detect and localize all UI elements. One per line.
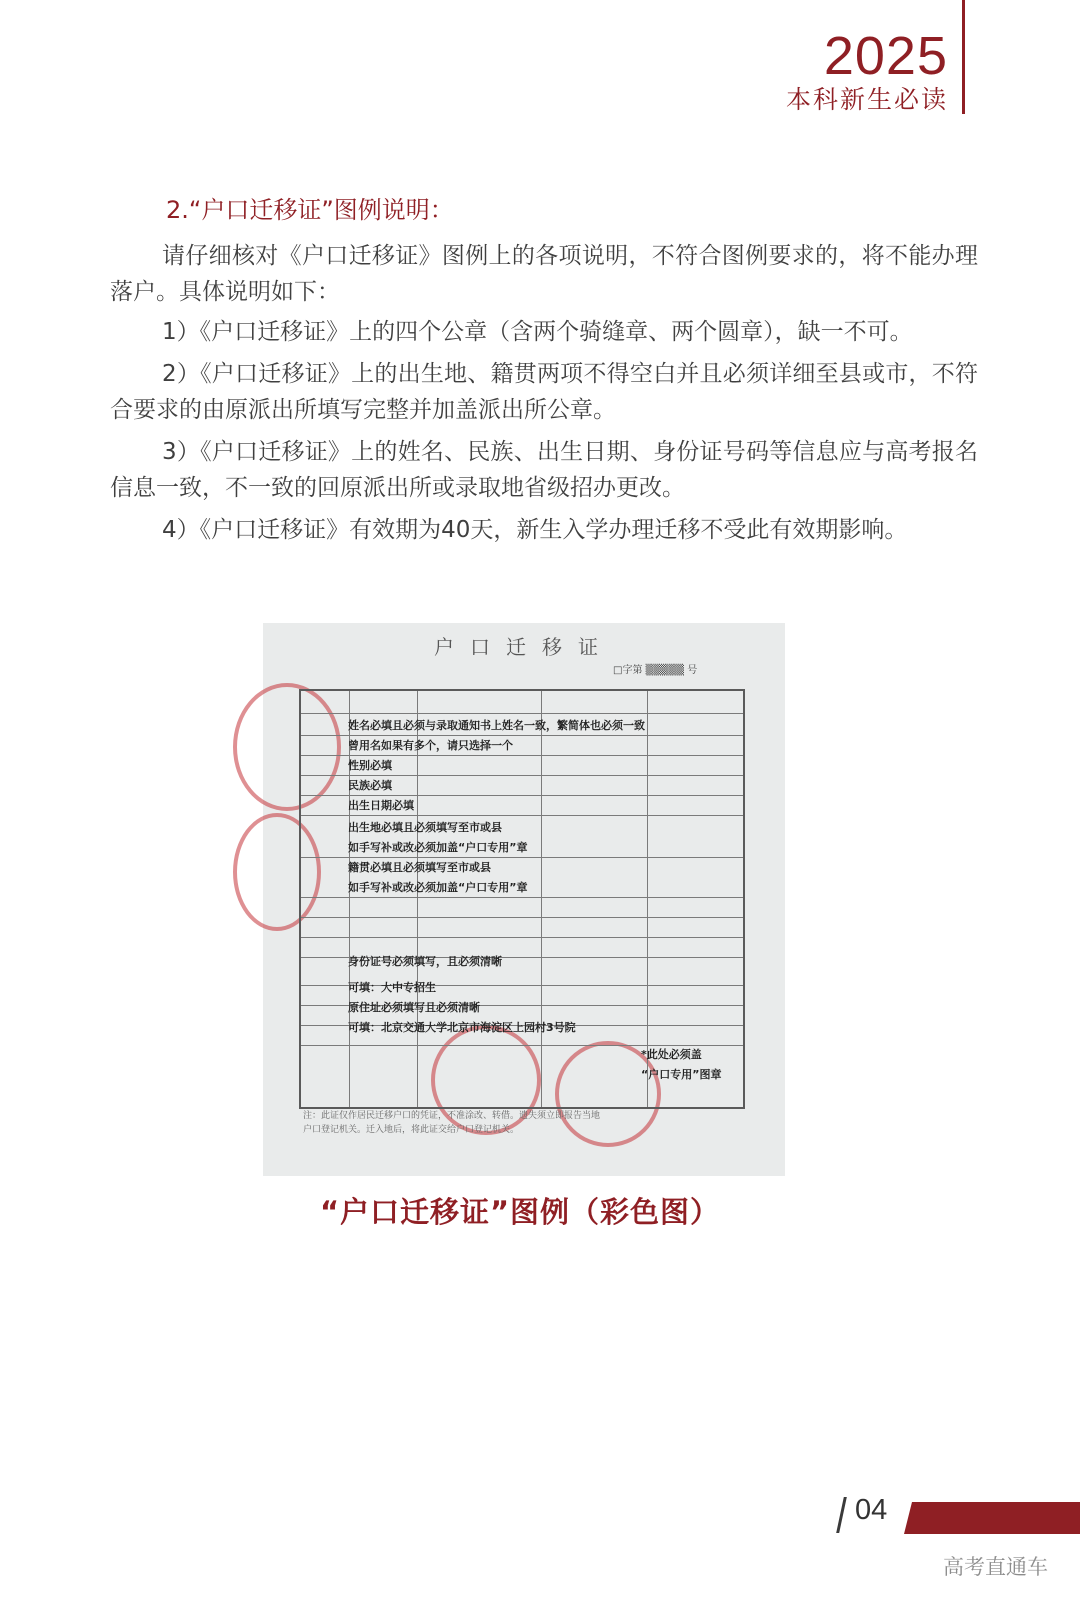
note-birthplace: 出生地必填且必须填写至市或县	[348, 821, 502, 834]
certificate-footnote: 注：此证仅作居民迁移户口的凭证，不准涂改、转借。遗失须立即报告当地户口登记机关。迁入地后，将此证交给户口登记机关。	[303, 1111, 601, 1135]
list-item-2: 2）《户口迁移证》上的出生地、籍贯两项不得空白并且必须详细至县或市，不符合要求的由原派出所填写完整并加盖派出所公章。	[110, 361, 978, 423]
page-number: 04	[855, 1494, 888, 1526]
note-id-number: 身份证号必须填写，且必须清晰	[348, 955, 502, 968]
note-ethnicity: 民族必填	[348, 779, 392, 792]
note-birthplace-seal: 如手写补或改必须加盖“户口专用”章	[348, 841, 528, 854]
certificate-image	[263, 623, 785, 1176]
note-native-place-seal: 如手写补或改必须加盖“户口专用”章	[348, 881, 528, 894]
intro-paragraph: 请仔细核对《户口迁移证》图例上的各项说明，不符合图例要求的，将不能办理落户。具体说明如下：	[110, 243, 978, 305]
note-native-place: 籍贯必填且必须填写至市或县	[348, 861, 491, 874]
header-subtitle: 本科新生必读	[785, 85, 948, 114]
page-number-slash	[836, 1497, 847, 1533]
note-former-address: 原住址必须填写且必须清晰	[348, 1001, 480, 1014]
list-item-3: 3）《户口迁移证》上的姓名、民族、出生日期、身份证号码等信息应与高考报名信息一致，不一致的回原派出所或录取地省级招办更改。	[110, 439, 978, 501]
certificate-title: 户口迁移证	[434, 635, 614, 659]
note-destination: 可填：北京交通大学北京市海淀区上园村3号院	[348, 1021, 576, 1034]
stamp-instruction: *此处必须盖 “户口专用”图章	[641, 1048, 722, 1081]
header-divider	[962, 0, 965, 114]
header-year: 2025	[823, 26, 948, 86]
figure-caption: “户口迁移证”图例（彩色图）	[319, 1195, 721, 1229]
list-item-1: 1）《户口迁移证》上的四个公章（含两个骑缝章、两个圆章），缺一不可。	[162, 319, 913, 345]
note-birthdate: 出生日期必填	[348, 799, 414, 812]
note-gender: 性别必填	[348, 759, 392, 772]
note-reason: 可填：大中专招生	[348, 981, 436, 994]
source-watermark: 高考直通车	[943, 1555, 1048, 1579]
note-alias: 曾用名如果有多个，请只选择一个	[348, 739, 513, 752]
page-accent-bar	[904, 1502, 1080, 1534]
list-item-4: 4）《户口迁移证》有效期为40天，新生入学办理迁移不受此有效期影响。	[162, 517, 908, 543]
note-name: 姓名必填且必须与录取通知书上姓名一致，繁简体也必须一致	[348, 719, 645, 732]
certificate-serial: □字第 ▒▒▒▒▒ 号	[613, 665, 698, 676]
section-title: 2.“户口迁移证”图例说明：	[166, 196, 454, 224]
